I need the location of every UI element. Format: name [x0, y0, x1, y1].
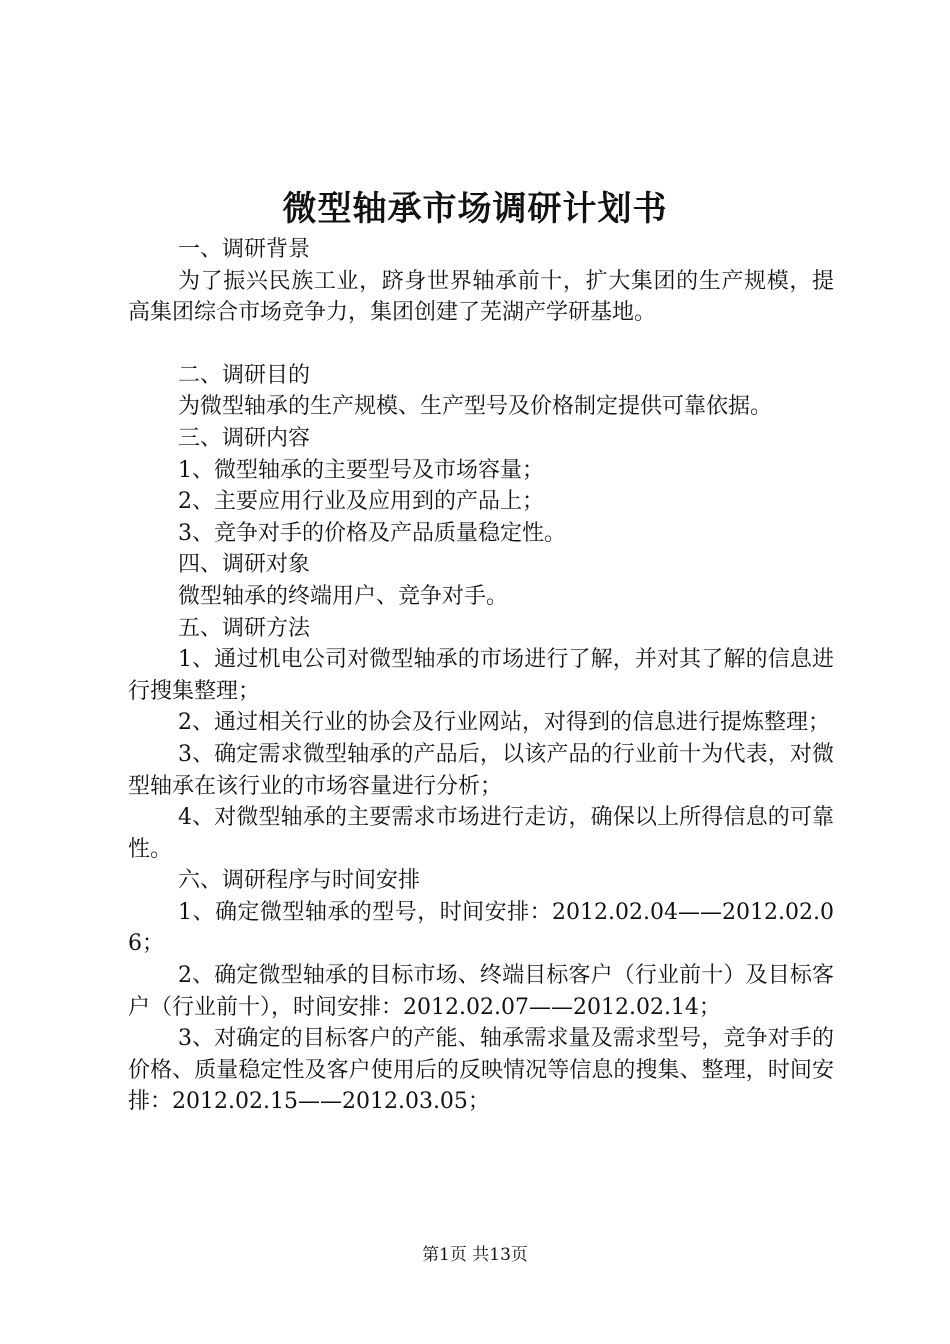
content-item-3: 3、竞争对手的价格及产品质量稳定性。: [178, 520, 566, 546]
schedule-item-3: 3、对确定的目标客户的产能、轴承需求量及需求型号，竞争对手的价格、质量稳定性及客户使用后的反映情况等信息的搜集、整理，时间安排：2012.02.15——2012.03.05；: [128, 1026, 834, 1115]
schedule-item-1: 1、确定微型轴承的型号，时间安排：2012.02.04——2012.02.06；: [128, 899, 834, 957]
background-paragraph: 为了振兴民族工业，跻身世界轴承前十，扩大集团的生产规模，提高集团综合市场竞争力，集团创建了芜湖产学研基地。: [128, 268, 834, 326]
document-body: [128, 234, 834, 1118]
method-item-2: 2、通过相关行业的协会及行业网站，对得到的信息进行提炼整理；: [178, 710, 830, 736]
section-heading-purpose: 二、调研目的: [178, 362, 311, 388]
targets-paragraph: 微型轴承的终端用户、竞争对手。: [178, 583, 509, 609]
content-item-2: 2、主要应用行业及应用到的产品上；: [178, 489, 544, 515]
section-heading-content: 三、调研内容: [178, 425, 311, 451]
page-number-footer: 第1页 共13页: [422, 1245, 528, 1265]
document-title: 微型轴承市场调研计划书: [282, 189, 668, 229]
section-heading-targets: 四、调研对象: [178, 552, 311, 578]
method-item-1: 1、通过机电公司对微型轴承的市场进行了解，并对其了解的信息进行搜集整理；: [128, 647, 834, 704]
schedule-item-2: 2、确定微型轴承的目标市场、终端目标客户（行业前十）及目标客户（行业前十），时间安排：2012.02.07——2012.02.14；: [128, 963, 834, 1020]
method-item-3: 3、确定需求微型轴承的产品后，以该产品的行业前十为代表，对微型轴承在该行业的市场容量进行分析；: [128, 741, 834, 799]
section-heading-schedule: 六、调研程序与时间安排: [178, 868, 421, 894]
section-heading-background: 一、调研背景: [178, 237, 311, 262]
section-heading-methods: 五、调研方法: [178, 615, 311, 641]
content-item-1: 1、微型轴承的主要型号及市场容量；: [178, 457, 544, 483]
method-item-4: 4、对微型轴承的主要需求市场进行走访，确保以上所得信息的可靠性。: [128, 805, 834, 862]
purpose-paragraph: 为微型轴承的生产规模、生产型号及价格制定提供可靠依据。: [178, 394, 773, 420]
